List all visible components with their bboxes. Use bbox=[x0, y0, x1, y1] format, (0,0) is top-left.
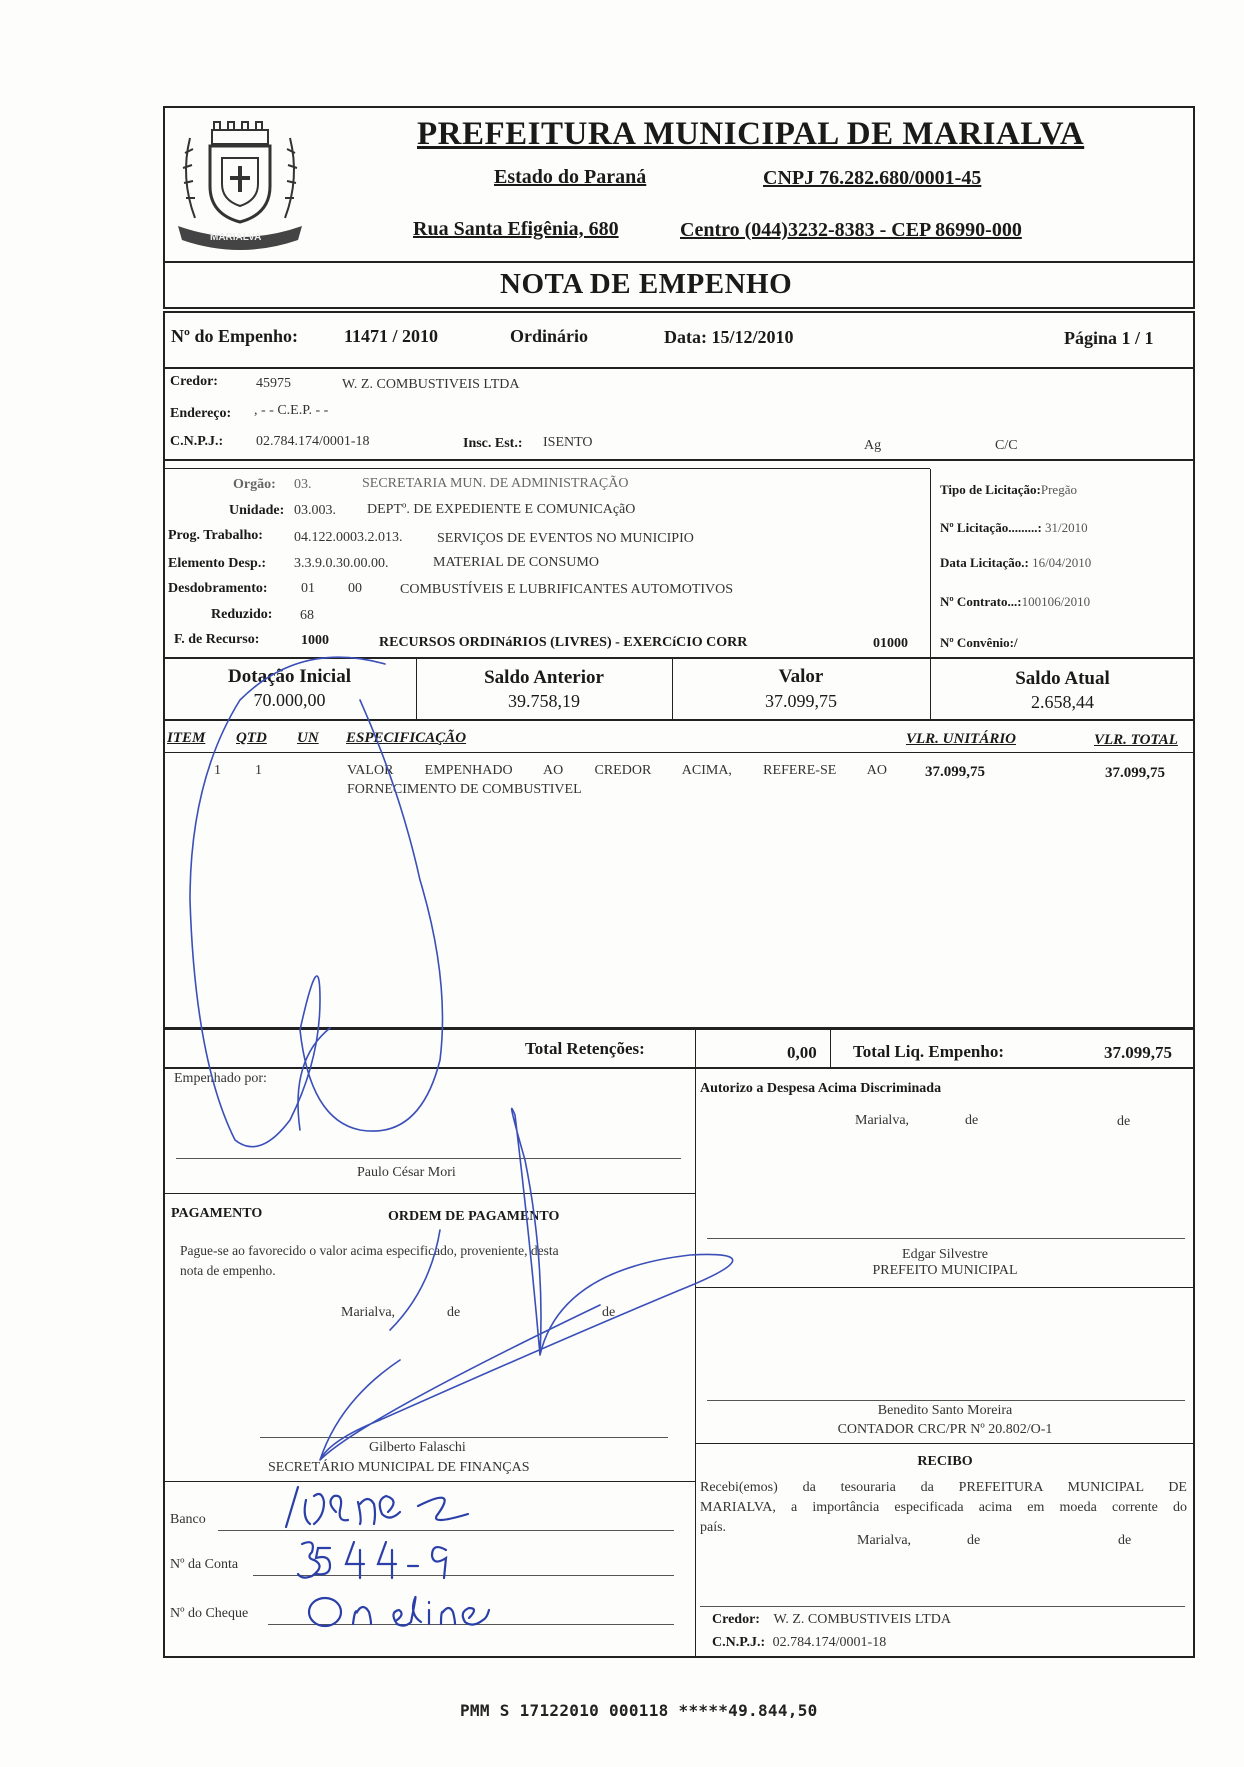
pagamento-place: Marialva, bbox=[341, 1305, 396, 1320]
fonte-code: 1000 bbox=[301, 633, 329, 648]
page-title: PREFEITURA MUNICIPAL DE MARIALVA bbox=[417, 116, 1085, 152]
empenhado-label: Empenhado por: bbox=[174, 1071, 267, 1086]
recibo-cnpj-label: C.N.P.J.: bbox=[712, 1635, 766, 1650]
recibo-de-1: de bbox=[967, 1533, 981, 1548]
contrato-value: 100106/2010 bbox=[1021, 594, 1091, 609]
fonte-code2: 01000 bbox=[873, 636, 908, 651]
cheque-handwriting-icon bbox=[305, 1590, 535, 1636]
recibo-cnpj-value: 02.784.174/0001-18 bbox=[772, 1635, 887, 1650]
prefeito-title: PREFEITO MUNICIPAL bbox=[872, 1263, 1018, 1278]
recibo-cnpj-line bbox=[712, 1635, 886, 1651]
conta-handwritten bbox=[296, 1536, 516, 1582]
fonte-name: RECURSOS ORDINáRIOS (LIVRES) - EXERCíCIO CORR bbox=[379, 635, 748, 650]
data-licitacao-key: Data Licitação.: bbox=[940, 555, 1029, 570]
empenho-date: Data: 15/12/2010 bbox=[664, 327, 794, 347]
tipo-licitacao-value: Pregão bbox=[1040, 482, 1077, 497]
recibo-text-1: Recebi(emos) da tesouraria da PREFEITURA MUNICIPAL DE bbox=[700, 1480, 1187, 1495]
recibo-text-2: MARIALVA, a importância especificada acima em moeda corrente do bbox=[700, 1500, 1187, 1515]
unidade-code: 03.003. bbox=[294, 503, 336, 518]
recibo-title: RECIBO bbox=[917, 1454, 973, 1469]
num-licitacao-value: 31/2010 bbox=[1045, 520, 1088, 535]
autorizo-label: Autorizo a Despesa Acima Discriminada bbox=[700, 1081, 942, 1096]
credor-name: W. Z. COMBUSTIVEIS LTDA bbox=[342, 377, 520, 392]
recibo-sign-line bbox=[700, 1606, 1185, 1607]
banco-handwritten bbox=[278, 1482, 508, 1532]
street-label: Rua Santa Efigênia, 680 bbox=[413, 218, 619, 240]
elem-label: Elemento Desp.: bbox=[168, 556, 266, 571]
pagamento-de-1: de bbox=[447, 1305, 461, 1320]
desd-code1: 01 bbox=[301, 581, 315, 596]
data-licitacao-label bbox=[940, 555, 1091, 571]
endereco-value: , - - C.E.P. - - bbox=[254, 403, 329, 418]
autorizo-place: Marialva, bbox=[855, 1113, 910, 1128]
recibo-de-2: de bbox=[1118, 1533, 1132, 1548]
pagamento-text-1: Pague-se ao favorecido o valor acima especificado, proveniente, desta bbox=[180, 1243, 559, 1258]
ag-label: Ag bbox=[864, 438, 882, 453]
recibo-credor-line bbox=[712, 1612, 951, 1628]
prefeito-name: Edgar Silvestre bbox=[902, 1247, 988, 1262]
banco-handwriting-icon bbox=[278, 1482, 508, 1532]
empenho-type: Ordinário bbox=[510, 326, 589, 346]
recibo-top-line bbox=[695, 1443, 1195, 1444]
unidade-label: Unidade: bbox=[229, 503, 285, 518]
saldo-anterior-value: 39.758,19 bbox=[508, 691, 580, 711]
licitacao-divider bbox=[930, 469, 931, 659]
empenhado-name: Paulo César Mori bbox=[357, 1165, 456, 1180]
fonte-label: F. de Recurso: bbox=[174, 632, 260, 647]
prog-label: Prog. Trabalho: bbox=[168, 528, 263, 543]
contador-top-line bbox=[695, 1287, 1195, 1288]
pagamento-de-2: de bbox=[602, 1305, 616, 1320]
secretario-sign-line bbox=[260, 1437, 668, 1438]
liq-label: Total Liq. Empenho: bbox=[853, 1042, 1004, 1061]
col-espec: ESPECIFICAÇÃO bbox=[346, 730, 467, 746]
orgao-name: SECRETARIA MUN. DE ADMINISTRAÇÃO bbox=[362, 476, 629, 491]
cheque-handwritten bbox=[305, 1590, 535, 1636]
recibo-credor-value: W. Z. COMBUSTIVEIS LTDA bbox=[773, 1612, 951, 1627]
contador-sign-line bbox=[707, 1400, 1185, 1401]
prefeito-sign-line bbox=[707, 1238, 1185, 1239]
state-label: Estado do Paraná bbox=[494, 166, 647, 188]
empenho-page: Página 1 / 1 bbox=[1064, 328, 1154, 348]
unidade-name: DEPTº. DE EXPEDIENTE E COMUNICAçãO bbox=[367, 502, 636, 517]
retencoes-label: Total Retenções: bbox=[525, 1039, 645, 1058]
lower-center-divider bbox=[695, 1069, 696, 1658]
empenho-num-label: Nº do Empenho: bbox=[171, 326, 298, 346]
totals-div-1 bbox=[695, 1029, 696, 1069]
seal-ribbon-text: MARIALVA bbox=[210, 232, 262, 243]
municipal-seal bbox=[170, 108, 310, 258]
cnpj-label: CNPJ 76.282.680/0001-45 bbox=[763, 167, 982, 189]
secretario-name: Gilberto Falaschi bbox=[369, 1440, 466, 1455]
row-espec-2: FORNECIMENTO DE COMBUSTIVEL bbox=[347, 782, 582, 797]
tipo-licitacao-key: Tipo de Licitação: bbox=[940, 482, 1041, 497]
prog-name: SERVIÇOS DE EVENTOS NO MUNICIPIO bbox=[437, 531, 694, 546]
cnpj-credor-label: C.N.P.J.: bbox=[170, 434, 224, 449]
col-item: ITEM bbox=[167, 730, 206, 746]
recibo-text-3: país. bbox=[700, 1520, 727, 1535]
col-qtd: QTD bbox=[236, 730, 267, 746]
totals-row bbox=[163, 1029, 1195, 1069]
recibo-credor-label: Credor: bbox=[712, 1612, 760, 1627]
tipo-licitacao-label bbox=[940, 482, 1077, 498]
row-total: 37.099,75 bbox=[1105, 765, 1165, 781]
empenho-num-value: 11471 / 2010 bbox=[344, 326, 439, 346]
contrato-key: Nº Contrato...: bbox=[940, 594, 1022, 609]
desd-label: Desdobramento: bbox=[168, 581, 268, 596]
totals-div-2 bbox=[830, 1029, 831, 1069]
cheque-label: Nº do Cheque bbox=[170, 1606, 249, 1621]
pagamento-top-line bbox=[163, 1193, 695, 1194]
num-licitacao-label bbox=[940, 520, 1088, 536]
reduz-value: 68 bbox=[300, 608, 314, 623]
credor-label: Credor: bbox=[170, 374, 218, 389]
row-item: 1 bbox=[214, 763, 221, 778]
bottom-stamp: PMM S 17122010 000118 *****49.844,50 bbox=[460, 1701, 818, 1720]
reduz-label: Reduzido: bbox=[211, 607, 273, 622]
autorizo-de-1: de bbox=[965, 1113, 979, 1128]
elem-name: MATERIAL DE CONSUMO bbox=[433, 555, 599, 570]
banco-hand-text bbox=[278, 1482, 280, 1483]
col-total: VLR. TOTAL bbox=[1094, 732, 1178, 748]
saldo-valor-value: 37.099,75 bbox=[765, 691, 837, 711]
elem-code: 3.3.9.0.30.00.00. bbox=[294, 556, 389, 571]
cheque-hand-text bbox=[305, 1590, 308, 1591]
saldo-atual-label: Saldo Atual bbox=[1015, 668, 1110, 689]
contrato-label bbox=[940, 594, 1090, 610]
insc-value: ISENTO bbox=[543, 435, 593, 450]
row-espec-1: VALOR EMPENHADO AO CREDOR ACIMA, REFERE-SE AO bbox=[347, 763, 887, 778]
credor-code: 45975 bbox=[256, 376, 291, 391]
cnpj-credor-value: 02.784.174/0001-18 bbox=[256, 434, 370, 449]
banco-label: Banco bbox=[170, 1512, 206, 1527]
recibo-place: Marialva, bbox=[857, 1533, 912, 1548]
contact-label: Centro (044)3232-8383 - CEP 86990-000 bbox=[680, 219, 1022, 241]
orgao-code: 03. bbox=[294, 477, 312, 492]
row-qtd: 1 bbox=[255, 763, 262, 778]
convenio-label: Nº Convênio:/ bbox=[940, 635, 1018, 650]
desd-name: COMBUSTÍVEIS E LUBRIFICANTES AUTOMOTIVOS bbox=[400, 582, 734, 597]
cc-label: C/C bbox=[995, 438, 1018, 453]
saldo-anterior-label: Saldo Anterior bbox=[484, 667, 604, 688]
row-unit: 37.099,75 bbox=[925, 764, 985, 780]
desd-code2: 00 bbox=[348, 581, 362, 596]
doc-title: NOTA DE EMPENHO bbox=[500, 268, 793, 300]
insc-label: Insc. Est.: bbox=[463, 436, 523, 451]
empenhado-sign-line bbox=[176, 1158, 681, 1159]
saldo-dotacao-label: Dotação Inicial bbox=[228, 666, 351, 687]
conta-handwriting-icon bbox=[296, 1536, 516, 1582]
items-header-line bbox=[163, 752, 1195, 753]
saldo-atual-value: 2.658,44 bbox=[1031, 692, 1094, 712]
conta-hand-text bbox=[296, 1536, 299, 1537]
ordem-title: ORDEM DE PAGAMENTO bbox=[388, 1209, 560, 1224]
pagamento-title: PAGAMENTO bbox=[171, 1206, 263, 1221]
secretario-title: SECRETÁRIO MUNICIPAL DE FINANÇAS bbox=[268, 1460, 530, 1475]
col-un: UN bbox=[297, 730, 319, 746]
saldo-dotacao-value: 70.000,00 bbox=[253, 690, 326, 710]
contador-title: CONTADOR CRC/PR Nº 20.802/O-1 bbox=[837, 1422, 1053, 1437]
endereco-label: Endereço: bbox=[170, 406, 232, 421]
contador-name: Benedito Santo Moreira bbox=[877, 1403, 1013, 1418]
col-unit: VLR. UNITÁRIO bbox=[906, 731, 1017, 747]
conta-label: Nº da Conta bbox=[170, 1557, 239, 1572]
pagamento-text-2: nota de empenho. bbox=[180, 1263, 276, 1278]
liq-value: 37.099,75 bbox=[1104, 1043, 1172, 1062]
data-licitacao-value: 16/04/2010 bbox=[1032, 555, 1092, 570]
saldo-valor-label: Valor bbox=[778, 666, 824, 687]
num-licitacao-key: Nº Licitação.........: bbox=[940, 520, 1042, 535]
prog-code: 04.122.0003.2.013. bbox=[294, 530, 403, 545]
dotacao-top-line bbox=[163, 468, 930, 469]
orgao-label: Orgão: bbox=[233, 477, 276, 492]
retencoes-value: 0,00 bbox=[787, 1043, 817, 1062]
autorizo-de-2: de bbox=[1117, 1114, 1131, 1129]
